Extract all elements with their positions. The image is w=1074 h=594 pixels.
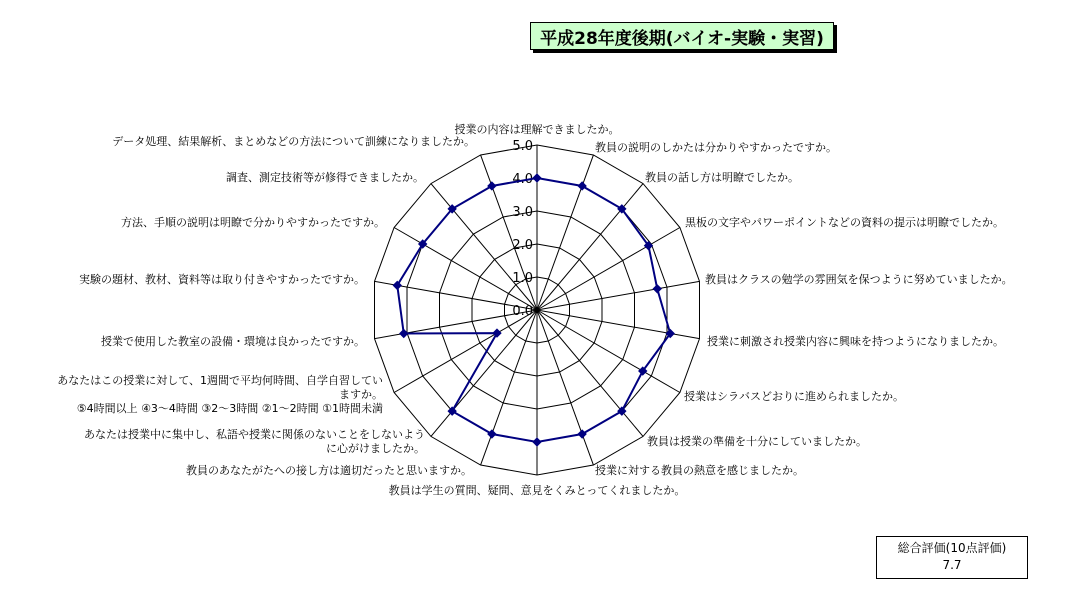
axis-label: 教員は授業の準備を十分にしていましたか。 <box>647 435 867 448</box>
overall-score-label: 総合評価(10点評価) <box>897 541 1007 555</box>
tick-label: 2.0 <box>512 238 533 253</box>
axis-label: 教員の説明のしかたは分かりやすかったですか。 <box>595 141 837 154</box>
overall-score-value: 7.7 <box>942 558 962 572</box>
tick-label: 4.0 <box>512 172 533 187</box>
axis-label: 授業の内容は理解できましたか。 <box>454 123 620 136</box>
axis-label: 授業に刺激され授業内容に興味を持つようになりましたか。 <box>707 335 1004 348</box>
axis-label: 教員のあなたがたへの接し方は適切だったと思いますか。 <box>186 464 472 477</box>
axis-spoke <box>537 155 593 310</box>
axis-label: 授業に対する教員の熱意を感じましたか。 <box>595 464 804 477</box>
tick-label: 1.0 <box>512 271 533 286</box>
axis-label: 教員の話し方は明瞭でしたか。 <box>645 171 799 184</box>
axis-label: 方法、手順の説明は明瞭で分かりやすかったですか。 <box>121 216 385 229</box>
axis-label: 黒板の文字やパワーポイントなどの資料の提示は明瞭でしたか。 <box>685 216 1004 229</box>
tick-label: 5.0 <box>512 139 533 154</box>
axis-label: 授業はシラバスどおりに進められましたか。 <box>684 390 904 403</box>
chart-title: 平成28年度後期(バイオ-実験・実習) <box>530 22 834 50</box>
data-point <box>488 182 496 190</box>
axis-spoke <box>537 310 593 465</box>
tick-label: 3.0 <box>512 205 533 220</box>
axis-label: 実験の題材、教材、資料等は取り付きやすかったですか。 <box>79 273 365 286</box>
axis-label: 調査、測定技術等が修得できましたか。 <box>226 171 424 184</box>
data-point <box>533 174 541 182</box>
data-point <box>493 329 501 337</box>
data-point <box>578 182 586 190</box>
overall-score-box <box>876 536 1028 579</box>
data-point <box>578 430 586 438</box>
data-point <box>653 285 661 293</box>
axis-label: 教員はクラスの勉学の雰囲気を保つように努めていましたか。 <box>705 273 1013 286</box>
axis-label: 授業で使用した教室の設備・環境は良かったですか。 <box>101 335 365 348</box>
tick-label: 0.0 <box>512 304 533 319</box>
data-point <box>533 438 541 446</box>
axis-label: あなたはこの授業に対して、1週間で平均何時間、自学自習していますか。 ⑤4時間以上 ④3～4時間 ③2～3時間 ②1～2時間 ①1時間未満 <box>57 374 383 415</box>
data-point <box>488 430 496 438</box>
axis-label: データ処理、結果解析、まとめなどの方法について訓練になりましたか。 <box>112 135 475 148</box>
axis-label: あなたは授業中に集中し、私語や授業に関係のないことをしないように心がけましたか。 <box>84 428 425 455</box>
axis-label: 教員は学生の質問、疑問、意見をくみとってくれましたか。 <box>388 484 686 497</box>
